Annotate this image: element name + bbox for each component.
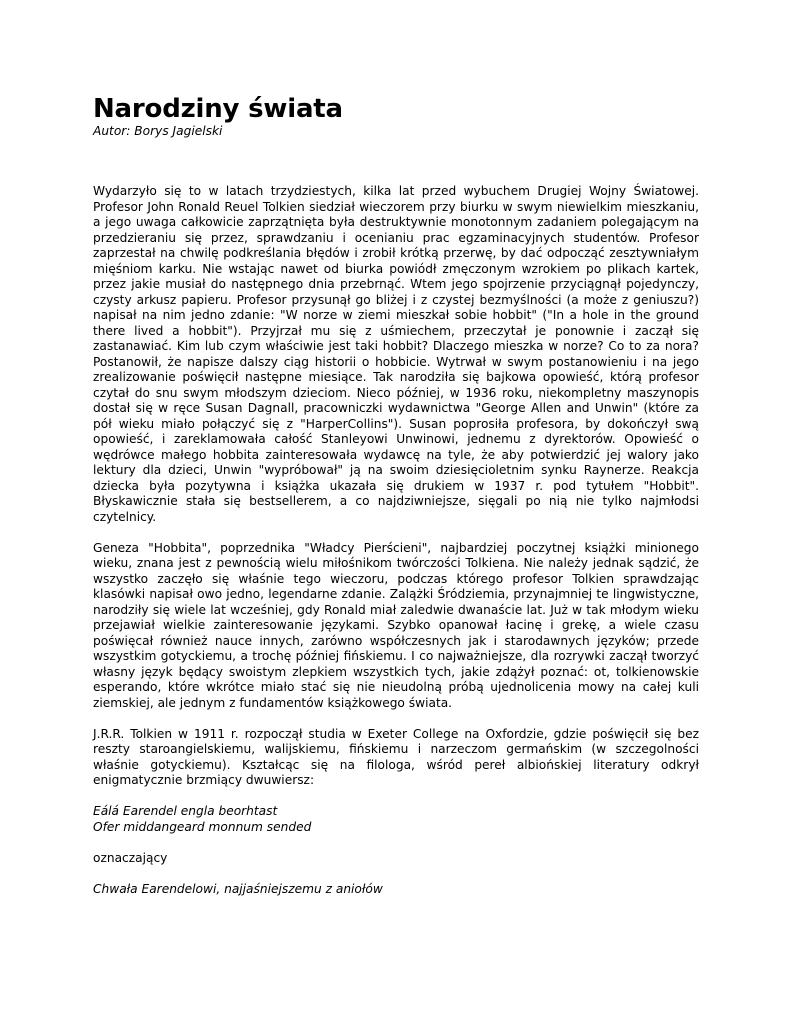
paragraph-1: Wydarzyło się to w latach trzydziestych, kilka lat przed wybuchem Drugiej Wojny Światowej. Profesor John Ronald Reuel Tolkien siedział wieczorem przy biurku w swym niewielkim mieszkaniu, a jego uwaga całkowicie zaprzątnięta była destruktywnie monotonnym zadaniem polegającym na przedzieraniu się przez, sprawdzaniu i ocenianiu prac egzaminacyjnych studentów. Profesor zaprzestał na chwilę podkreślania błędów i zrobił krótką przerwę, by dać odpocząć zesztywniałym mięśniom karku. Nie wstając nawet od biurka powiódł zmęczonym wzrokiem po plikach kartek, przez jakie musiał do następnego dnia przebrnąć. Wtem jego spojrzenie przyciągnął pojedynczy, czysty arkusz papieru. Profesor przysunął go bliżej i z czystej bezmyślności (a może z geniuszu?) napisał na nim jedno zdanie: "W norze w ziemi mieszkał sobie hobbit" ("In a hole in the ground there lived a hobbit"). Przyjrzał mu się z uśmiechem, przeczytał je ponownie i zaczął się zastanawiać. Kim lub czym właściwie jest taki hobbit? Dlaczego mieszka w norze? Co to za nora? Postanowił, że napisze dalszy ciąg historii o hobbicie. Wytrwał w swym postanowieniu i na jego zrealizowanie poświęcił następne miesiące. Tak narodziła się bajkowa opowieść, którą profesor czytał do snu swym młodszym dzieciom. Nieco później, w 1936 roku, niekompletny maszynopis dostał się w ręce Susan Dagnall, pracowniczki wydawnictwa "George Allen and Unwin" (które za pół wieku miało połączyć się z "HarperCollins"). Susan poprosiła profesora, by dokończył swą opowieść, i zareklamowała całość Stanleyowi Unwinowi, jednemu z dyrektorów. Opowieść o wędrówce małego hobbita zainteresowała wydawcę na tyle, że aby potwierdzić jej walory jako lektury dla dzieci, Unwin "wypróbował" ją na swoim dziesięcioletnim synku Raynerze. Reakcja dziecka była pozytywna i książka ukazała się drukiem w 1937 r. pod tytułem "Hobbit". Błyskawicznie stała się bestsellerem, a co najdziwniejsze, sięgali po nią nie tylko najmłodsi czytelnicy. — [93, 184, 699, 524]
poem-line-2: Ofer middangeard monnum sended — [93, 819, 312, 834]
document-page — [93, 94, 699, 897]
poem-line-1: Eálá Earendel engla beorhtast — [93, 804, 278, 818]
paragraph-3: J.R.R. Tolkien w 1911 r. rozpoczął studia w Exeter College na Oxfordzie, gdzie poświęcił się bez reszty staroangielskiemu, walijskiemu, fińskiemu i narzeczom germańskim (w szczegolności właśnie gotyckiemu). Kształcąc się na filologa, wśród pereł albiońskiej literatury odkrył enigmatycznie brzmiący dwuwiersz: — [93, 726, 699, 787]
author-line: Autor: Borys Jagielski — [93, 124, 223, 138]
old-english-couplet — [93, 804, 699, 835]
article-body — [93, 184, 699, 897]
page-title: Narodziny świata — [93, 94, 343, 124]
connector-text: oznaczający — [93, 850, 168, 865]
couplet-translation: Chwała Earendelowi, najjaśniejszemu z aniołów — [93, 881, 383, 896]
paragraph-2: Geneza "Hobbita", poprzednika "Władcy Pierścieni", najbardziej poczytnej książki minionego wieku, znana jest z pewnością wielu miłośnikom twórczości Tolkiena. Nie należy jednak sądzić, że wszystko zaczęło się właśnie tego wieczoru, podczas którego profesor Tolkien sprawdzając klasówki napisał owo jedno, legendarne zdanie. Zalążki Śródziemia, przynajmniej te lingwistyczne, narodziły się wiele lat wcześniej, gdy Ronald miał zaledwie dwanaście lat. Już w tak młodym wieku przejawiał wielkie zainteresowanie językami. Szybko opanował łacinę i grekę, a wiele czasu poświęcał również nauce innych, zarówno współczesnych jak i starodawnych języków; przede wszystkim gotyckiemu, a trochę później fińskiemu. I co najważniejsze, dla rozrywki zaczął tworzyć własny język będący swoistym zlepkiem wszystkich tych, jakie zdążył poznać: ot, tolkienowskie esperando, które wkrótce miało stać się nie nieudolną próbą ujednolicenia mowy na całej kuli ziemskiej, ale jednym z fundamentów książkowego świata. — [93, 540, 699, 710]
